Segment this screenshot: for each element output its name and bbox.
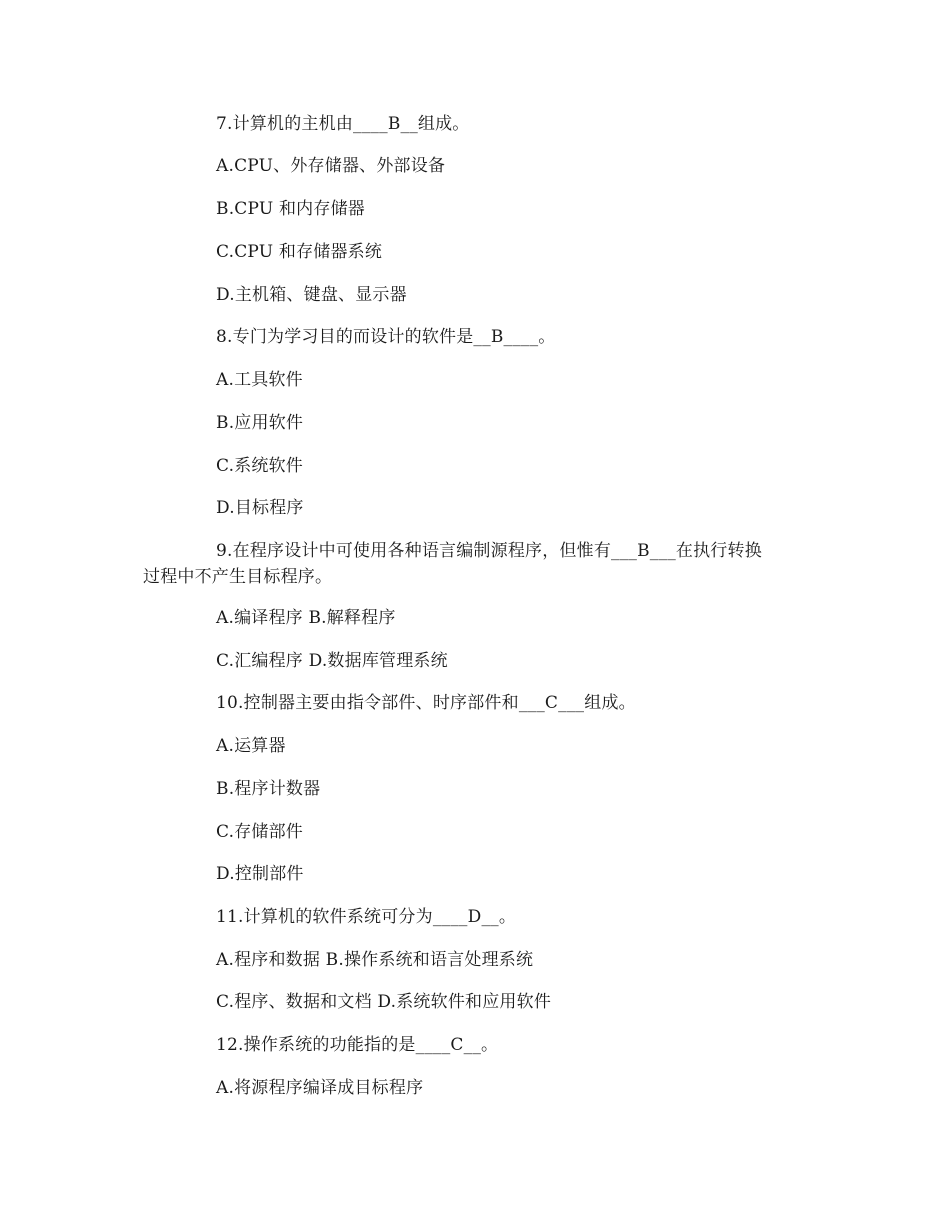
- question-7-option-a: A.CPU、外存储器、外部设备: [216, 156, 446, 176]
- question-8-text: 8.专门为学习目的而设计的软件是__B____。: [216, 327, 556, 347]
- question-10-option-d: D.控制部件: [216, 864, 304, 884]
- question-7-text: 7.计算机的主机由____B__组成。: [216, 114, 470, 134]
- question-7-option-d: D.主机箱、键盘、显示器: [216, 285, 407, 305]
- question-10-text: 10.控制器主要由指令部件、时序部件和___C___组成。: [216, 693, 636, 713]
- question-10-option-b: B.程序计数器: [216, 779, 321, 799]
- question-12-option-a: A.将源程序编译成目标程序: [216, 1078, 424, 1098]
- question-11-options-cd: C.程序、数据和文档 D.系统软件和应用软件: [216, 992, 552, 1012]
- question-11-text: 11.计算机的软件系统可分为____D__。: [216, 907, 517, 927]
- question-10-option-a: A.运算器: [216, 736, 286, 756]
- question-7-option-c: C.CPU 和存储器系统: [216, 242, 383, 262]
- question-9-options-ab: A.编译程序 B.解释程序: [216, 608, 396, 628]
- question-11-options-ab: A.程序和数据 B.操作系统和语言处理系统: [216, 950, 534, 970]
- question-12-text: 12.操作系统的功能指的是____C__。: [216, 1035, 499, 1055]
- question-9-options-cd: C.汇编程序 D.数据库管理系统: [216, 651, 448, 671]
- question-8-option-b: B.应用软件: [216, 413, 304, 433]
- question-9-text: 9.在程序设计中可使用各种语言编制源程序，但惟有___B___在执行转换: [216, 541, 762, 561]
- question-8-option-a: A.工具软件: [216, 370, 303, 390]
- question-9-text-continued: 过程中不产生目标程序。: [143, 567, 333, 587]
- question-8-option-c: C.系统软件: [216, 456, 304, 476]
- question-10-option-c: C.存储部件: [216, 822, 304, 842]
- question-8-option-d: D.目标程序: [216, 498, 304, 518]
- question-7-option-b: B.CPU 和内存储器: [216, 199, 365, 219]
